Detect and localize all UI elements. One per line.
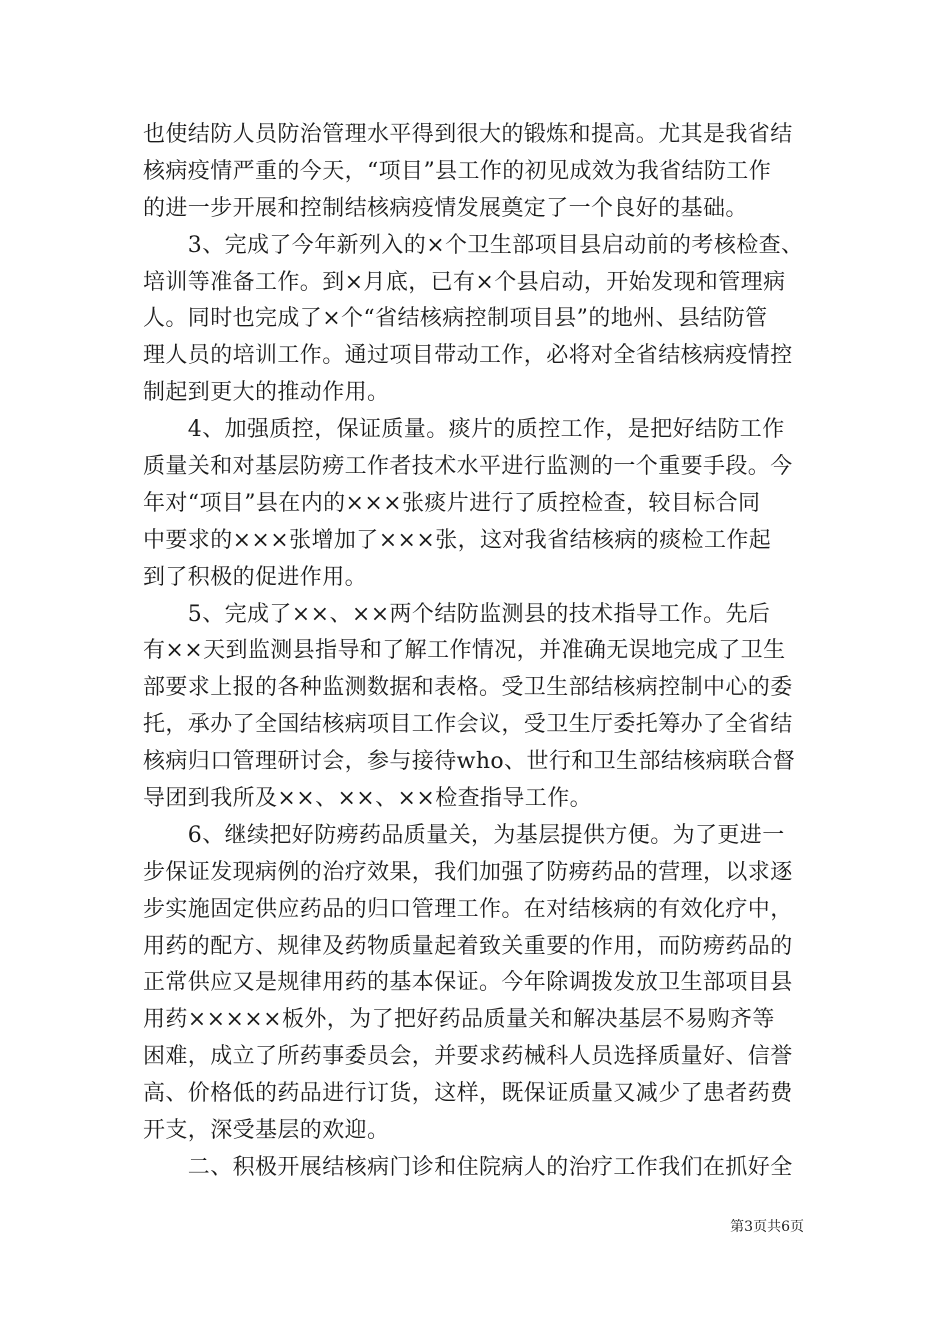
text-line: 人。同时也完成了×个“省结核病控制项目县”的地州、县结防管 — [143, 306, 768, 332]
page-number-footer: 第3页共6页 — [730, 1219, 804, 1235]
text-line: 有××天到监测县指导和了解工作情况，并准确无误地完成了卫生 — [143, 638, 786, 664]
text-line: 二、积极开展结核病门诊和住院病人的治疗工作我们在抓好全 — [143, 1154, 793, 1180]
text-line: 高、价格低的药品进行订货，这样，既保证质量又减少了患者药费 — [143, 1081, 793, 1107]
text-line: 的进一步开展和控制结核病疫情发展奠定了一个良好的基础。 — [143, 195, 748, 221]
text-line: 也使结防人员防治管理水平得到很大的锻炼和提高。尤其是我省结 — [143, 122, 793, 147]
text-line: 培训等准备工作。到×月底，已有×个县启动，开始发现和管理病 — [143, 269, 786, 295]
text-line: 质量关和对基层防痨工作者技术水平进行监测的一个重要手段。今 — [143, 454, 793, 480]
body-text — [143, 117, 815, 1187]
text-line: 导团到我所及××、××、××检查指导工作。 — [143, 786, 593, 812]
text-line: 到了积极的促进作用。 — [143, 564, 368, 590]
text-line: 用药的配方、规律及药物质量起着致关重要的作用，而防痨药品的 — [143, 933, 793, 959]
text-line: 理人员的培训工作。通过项目带动工作，必将对全省结核病疫情控 — [143, 343, 793, 369]
text-line: 用药×××××板外，为了把好药品质量关和解决基层不易购齐等 — [143, 1007, 775, 1033]
text-line: 步保证发现病例的治疗效果，我们加强了防痨药品的营理，以求逐 — [143, 859, 793, 885]
text-line: 制起到更大的推动作用。 — [143, 380, 390, 406]
text-line: 部要求上报的各种监测数据和表格。受卫生部结核病控制中心的委 — [143, 675, 793, 701]
text-line: 核病疫情严重的今天，“项目”县工作的初见成效为我省结防工作 — [143, 158, 772, 184]
text-line: 困难，成立了所药事委员会，并要求药械科人员选择质量好、信誉 — [143, 1044, 793, 1070]
text-line: 步实施固定供应药品的归口管理工作。在对结核病的有效化疗中， — [143, 896, 793, 922]
text-line: 中要求的×××张增加了×××张，这对我省结核病的痰检工作起 — [143, 527, 772, 553]
text-line: 3、完成了今年新列入的×个卫生部项目县启动前的考核检查、 — [143, 232, 804, 258]
text-line: 开支，深受基层的欢迎。 — [143, 1118, 390, 1144]
text-line: 5、完成了××、××两个结防监测县的技术指导工作。先后 — [143, 601, 771, 627]
text-line: 托，承办了全国结核病项目工作会议，受卫生厅委托筹办了全省结 — [143, 712, 793, 738]
text-line: 核病归口管理研讨会，参与接待who、世行和卫生部结核病联合督 — [143, 749, 796, 775]
text-line: 4、加强质控，保证质量。痰片的质控工作，是把好结防工作 — [143, 417, 785, 443]
text-line: 正常供应又是规律用药的基本保证。今年除调拨发放卫生部项目县 — [143, 970, 793, 996]
text-line: 6、继续把好防痨药品质量关，为基层提供方便。为了更进一 — [143, 822, 785, 848]
text-line: 年对“项目”县在内的×××张痰片进行了质控检查，较目标合同 — [143, 490, 761, 516]
